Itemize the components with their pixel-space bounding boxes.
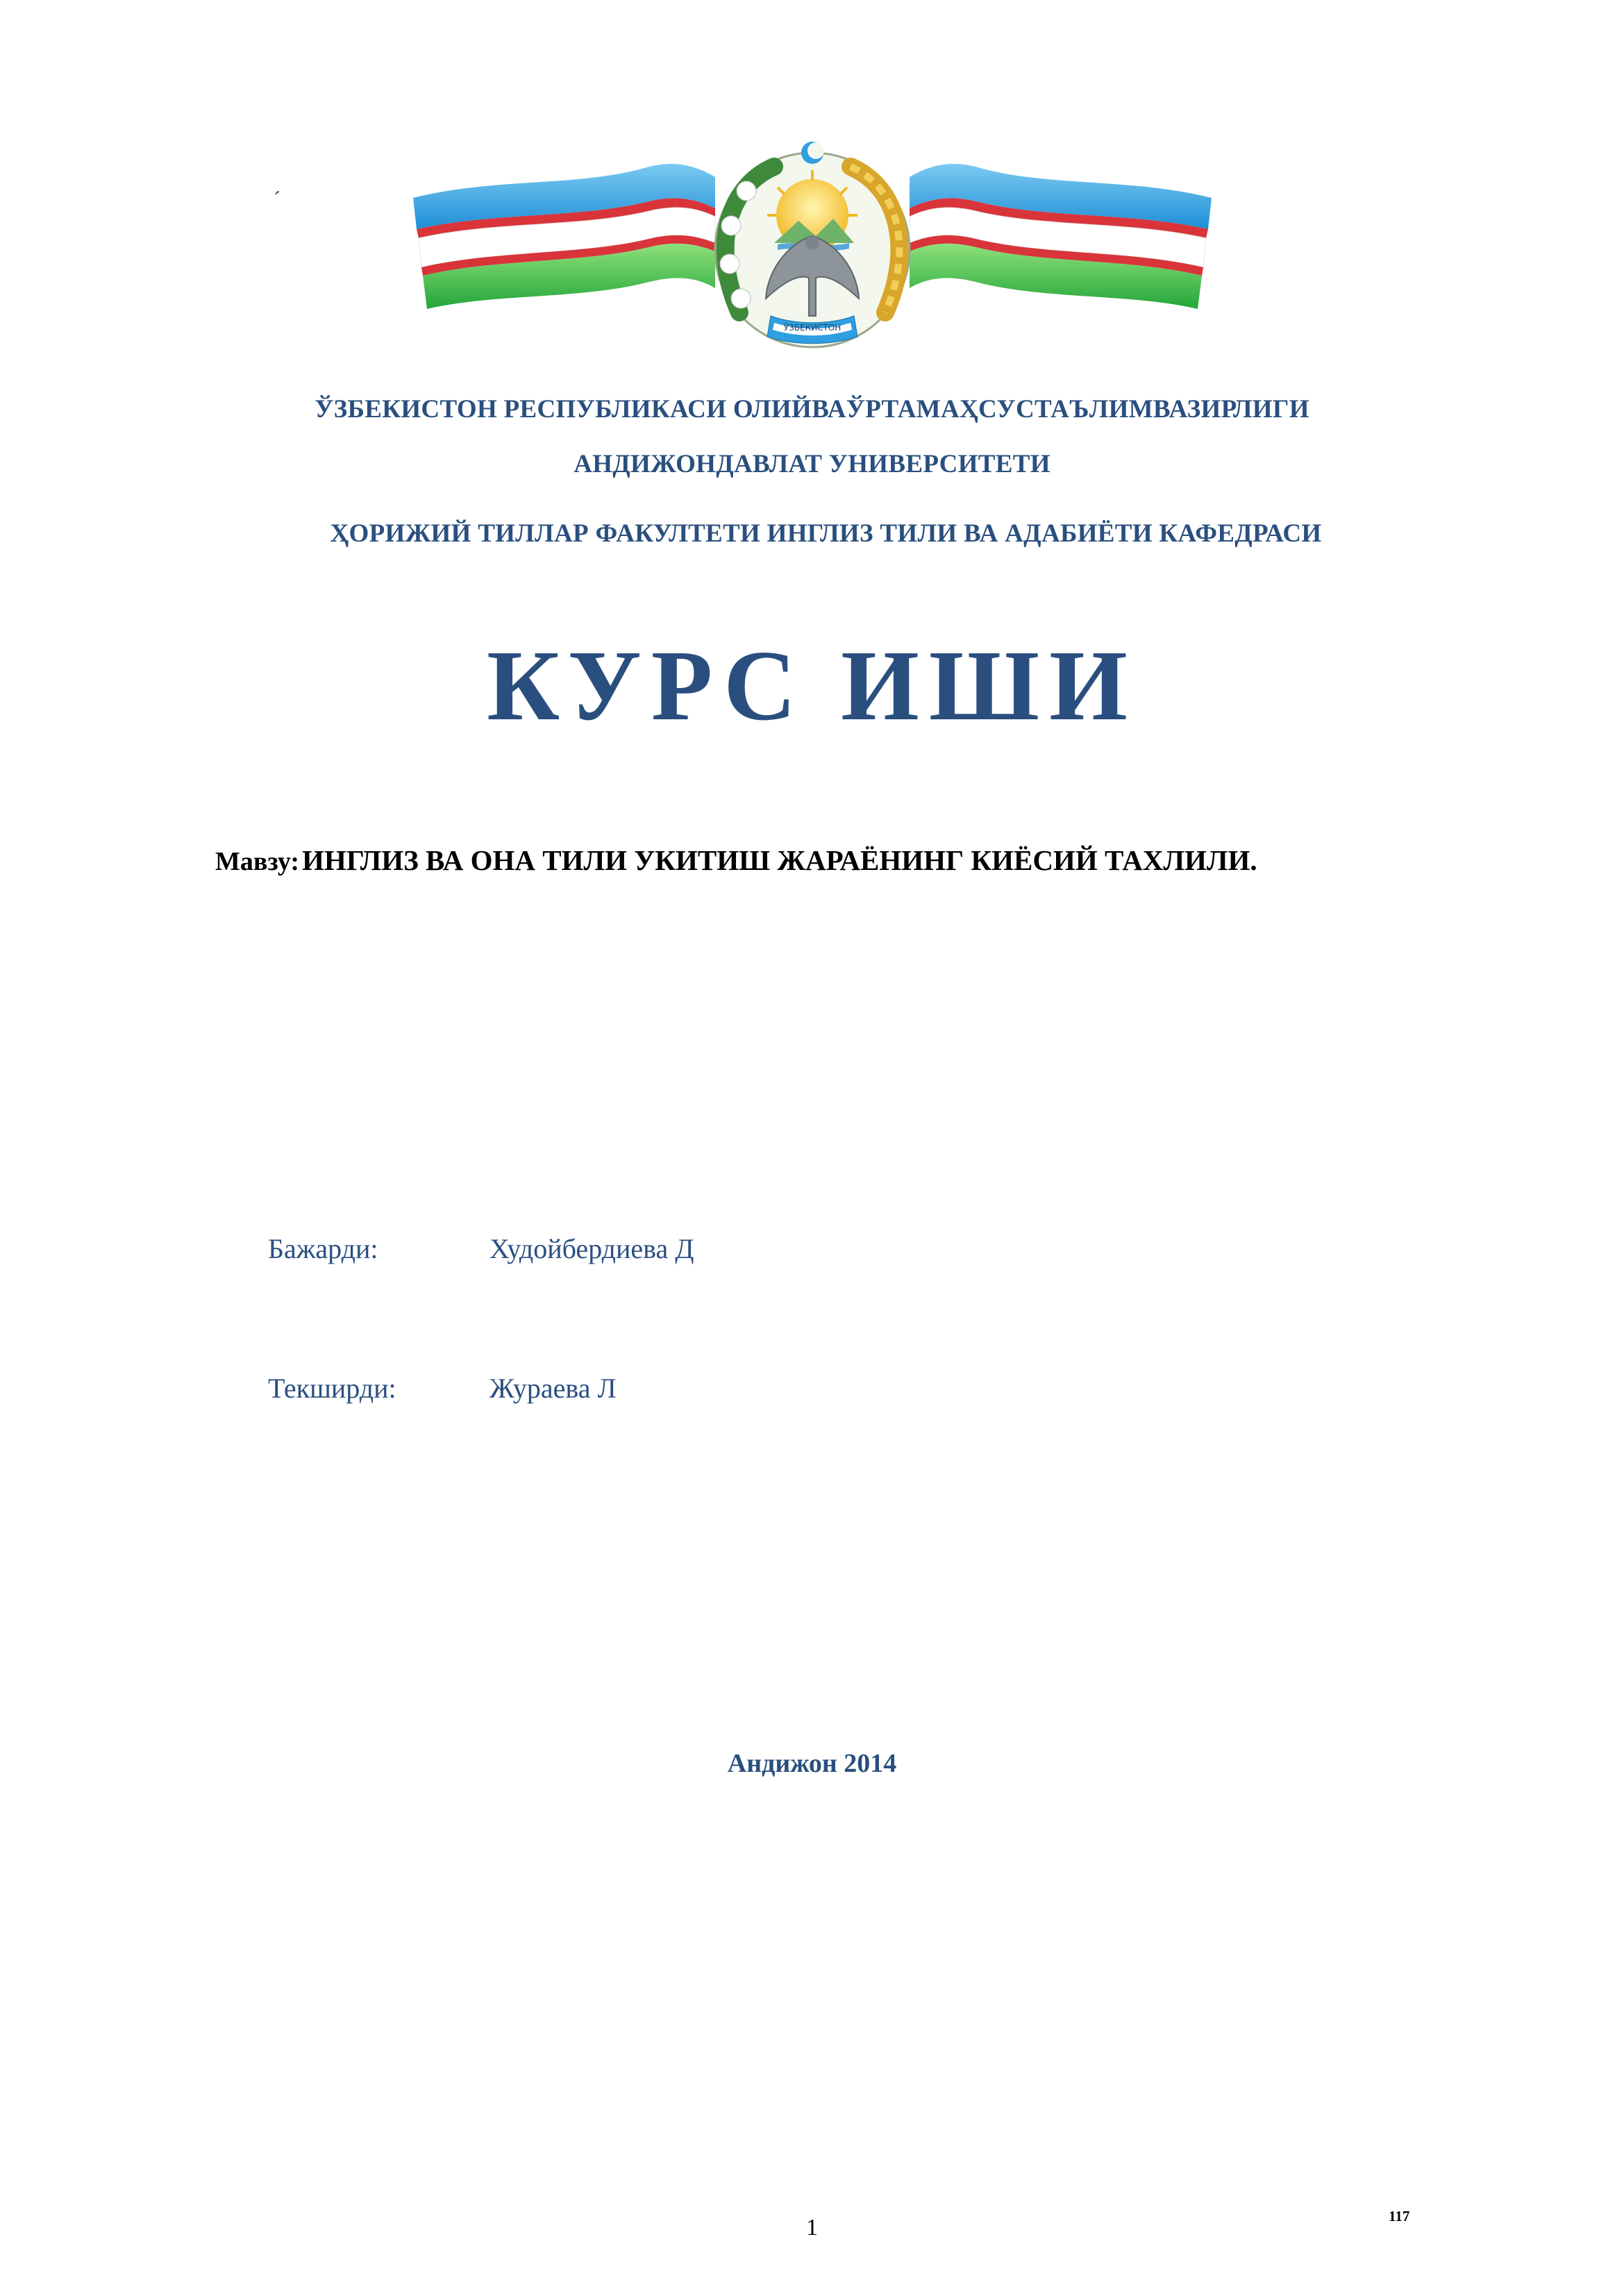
ministry-heading: ЎЗБЕКИСТОН РЕСПУБЛИКАСИ ОЛИЙВАЎРТАМАҲСУСТАЪЛИМВАЗИРЛИГИ: [315, 395, 1309, 424]
checked-label: Текширди:: [268, 1373, 396, 1404]
checked-name: Жураева Л: [489, 1373, 617, 1404]
corner-page-number: 117: [1389, 2208, 1410, 2224]
topic-label: Мавзу:: [215, 847, 300, 876]
state-emblem-icon: [399, 139, 1225, 354]
performed-label: Бажарди:: [268, 1233, 378, 1264]
city-year: Андижон 2014: [727, 1749, 897, 1778]
university-heading: АНДИЖОНДАВЛАТ УНИВЕРСИТЕТИ: [574, 450, 1050, 478]
department-heading: ҲОРИЖИЙ ТИЛЛАР ФАКУЛТЕТИ ИНГЛИЗ ТИЛИ ВА АДАБИЁТИ КАФЕДРАСИ: [330, 519, 1322, 548]
page-number: 1: [806, 2215, 818, 2240]
stray-mark: ˊ: [274, 187, 281, 210]
topic-line: [215, 844, 1257, 877]
svg-text:ЎЗБЕКИСТОН: ЎЗБЕКИСТОН: [783, 323, 842, 333]
performed-name: Худойбердиева Д: [489, 1233, 694, 1264]
page-title: КУРС ИШИ: [487, 630, 1137, 741]
topic-text: ИНГЛИЗ ВА ОНА ТИЛИ УКИТИШ ЖАРАЁНИНГ КИЁСИЙ ТАХЛИЛИ.: [302, 844, 1257, 876]
